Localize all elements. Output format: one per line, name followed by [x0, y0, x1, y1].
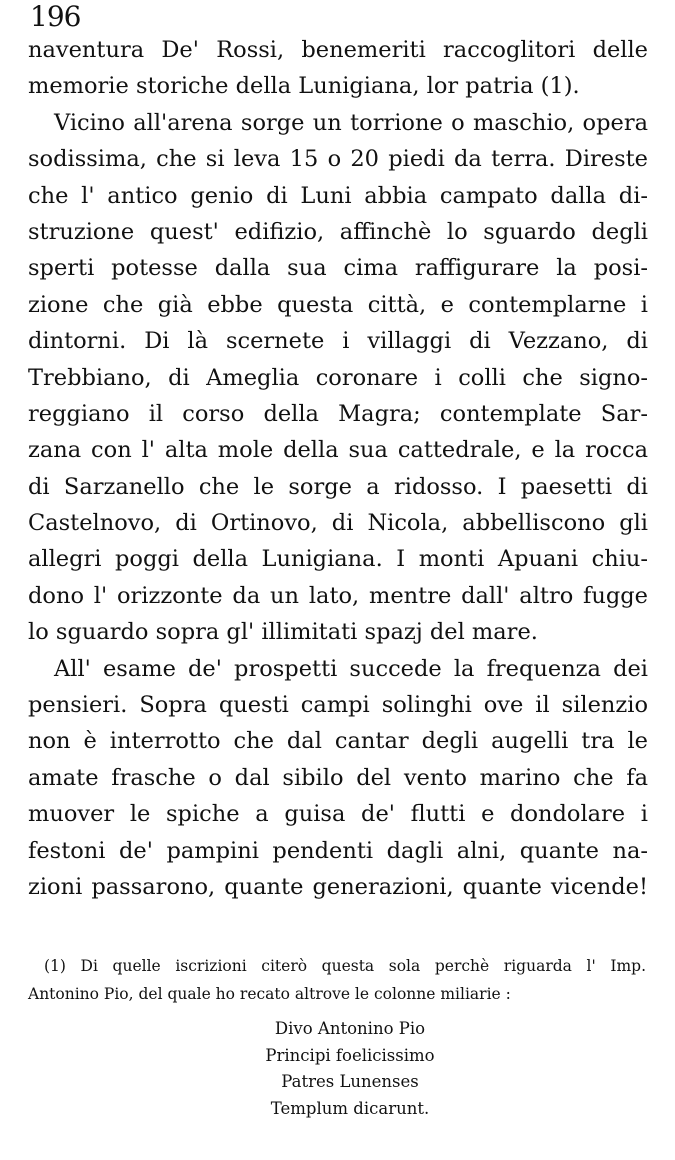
text-line: muover le spiche a guisa de' flutti e dondolare i: [28, 801, 648, 828]
text-line: di Sarzanello che le sorge a ridosso. I paesetti di: [28, 473, 648, 500]
page-number: 196: [30, 0, 81, 33]
text-line: amate frasche o dal sibilo del vento marino che fa: [28, 764, 648, 791]
text-line: zana con l' alta mole della sua cattedrale, e la rocca: [28, 437, 648, 464]
text-line: lo sguardo sopra gl' illimitati spazj del mare.: [28, 619, 538, 646]
text-line: reggiano il corso della Magra; contemplate Sar-: [28, 400, 648, 427]
text-line: All' esame de' prospetti succede la frequenza dei: [54, 655, 648, 682]
inscription-line: Templum dicarunt.: [270, 1098, 430, 1118]
inscription-line: Patres Lunenses: [281, 1072, 419, 1091]
text-line: sperti potesse dalla sua cima raffigurare la posi-: [28, 255, 648, 282]
text-line: che l' antico genio di Luni abbia campato dalla di-: [28, 182, 648, 209]
text-line: Trebbiano, di Ameglia coronare i colli che signo-: [28, 364, 648, 391]
inscription-line: Principi foelicissimo: [265, 1045, 435, 1065]
text-line: Vicino all'arena sorge un torrione o maschio, opera: [54, 109, 648, 136]
footnote-line: (1) Di quelle iscrizioni citerò questa sola perchè riguarda l' Imp.: [44, 957, 646, 975]
inscription: [150, 1016, 550, 1122]
text-line: zione che già ebbe questa città, e contemplarne i: [28, 291, 648, 318]
text-line: Castelnovo, di Ortinovo, di Nicola, abbelliscono gli: [28, 510, 648, 537]
footnote-line: Antonino Pio, del quale ho recato altrove le colonne miliarie :: [28, 985, 511, 1003]
text-line: struzione quest' edifizio, affinchè lo sguardo degli: [28, 218, 648, 245]
text-line: memorie storiche della Lunigiana, lor patria (1).: [28, 73, 580, 100]
text-line: allegri poggi della Lunigiana. I monti Apuani chiu-: [28, 546, 648, 573]
footnote: [28, 952, 646, 1008]
text-line: zioni passarono, quante generazioni, quante vicende!: [28, 873, 648, 900]
text-line: non è interrotto che dal cantar degli augelli tra le: [28, 728, 648, 755]
text-line: naventura De' Rossi, benemeriti raccoglitori delle: [28, 37, 648, 63]
body-text: [28, 32, 648, 905]
text-line: pensieri. Sopra questi campi solinghi ove il silenzio: [28, 692, 648, 719]
text-line: sodissima, che si leva 15 o 20 piedi da terra. Direste: [28, 146, 648, 173]
text-line: dono l' orizzonte da un lato, mentre dall' altro fugge: [28, 582, 648, 609]
text-line: dintorni. Di là scernete i villaggi di Vezzano, di: [28, 328, 648, 355]
text-line: festoni de' pampini pendenti dagli alni, quante na-: [28, 837, 648, 864]
inscription-line: Divo Antonino Pio: [274, 1019, 426, 1038]
